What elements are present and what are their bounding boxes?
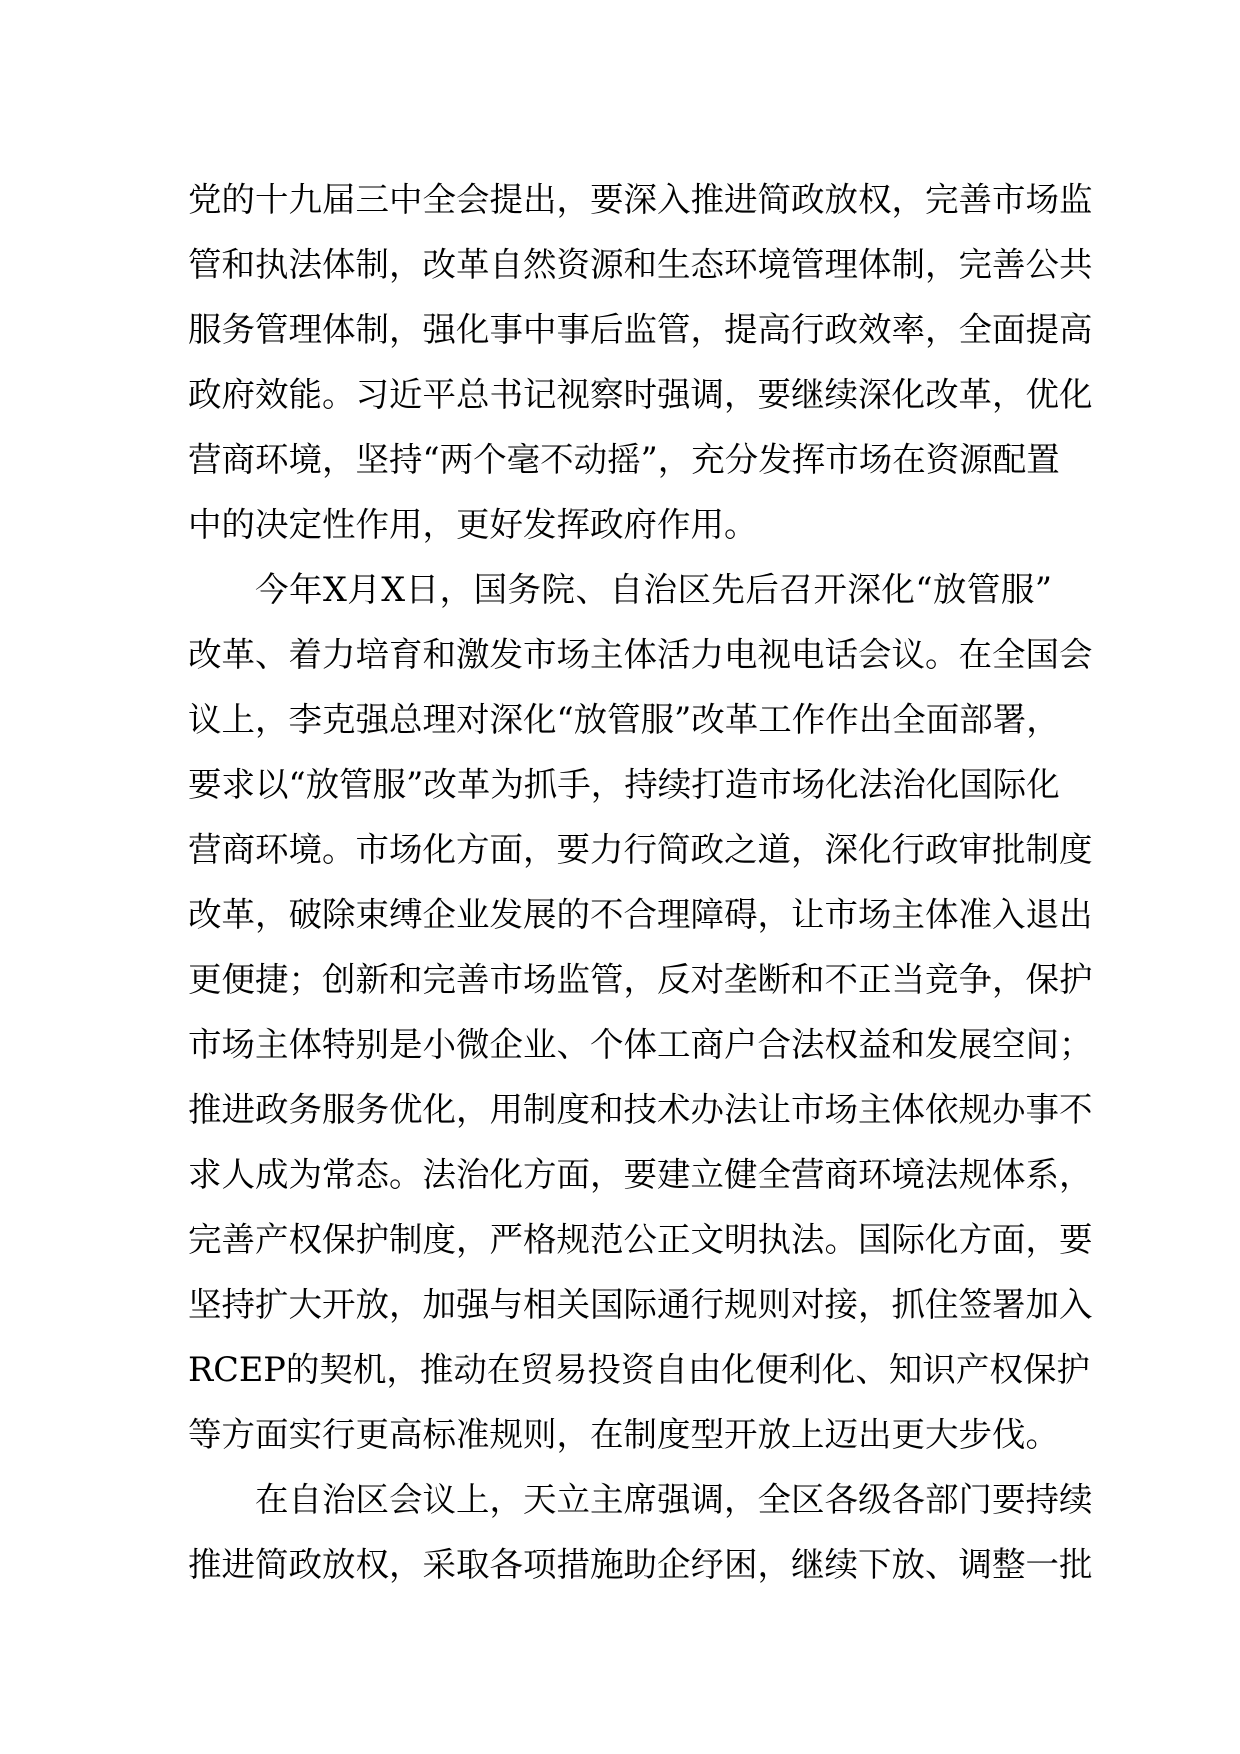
- text-line: 推进政务服务优化，用制度和技术办法让市场主体依规办事不: [188, 1090, 1093, 1129]
- document-body: [188, 167, 1093, 1597]
- text-line: 营商环境。市场化方面，要力行简政之道，深化行政审批制度: [188, 830, 1093, 869]
- text-line: 营商环境，坚持“两个毫不动摇”，充分发挥市场在资源配置: [188, 440, 1060, 479]
- text-line: 改革、着力培育和激发市场主体活力电视电话会议。在全国会: [188, 635, 1093, 674]
- text-line: 在自治区会议上，天立主席强调，全区各级各部门要持续: [255, 1480, 1093, 1519]
- text-line: 求人成为常态。法治化方面，要建立健全营商环境法规体系，: [188, 1155, 1093, 1194]
- text-line: 坚持扩大开放，加强与相关国际通行规则对接，抓住签署加入: [188, 1285, 1093, 1324]
- text-line: RCEP的契机，推动在贸易投资自由化便利化、知识产权保护: [188, 1350, 1090, 1389]
- text-line: 服务管理体制，强化事中事后监管，提高行政效率，全面提高: [188, 310, 1093, 349]
- text-line: 改革，破除束缚企业发展的不合理障碍，让市场主体准入退出: [188, 895, 1093, 934]
- text-line: 等方面实行更高标准规则，在制度型开放上迈出更大步伐。: [188, 1415, 1059, 1454]
- text-line: 中的决定性作用，更好发挥政府作用。: [188, 505, 758, 544]
- text-line: 推进简政放权，采取各项措施助企纾困，继续下放、调整一批: [188, 1545, 1093, 1584]
- text-line: 党的十九届三中全会提出，要深入推进简政放权，完善市场监: [188, 180, 1093, 219]
- text-line: 更便捷；创新和完善市场监管，反对垄断和不正当竞争，保护: [188, 960, 1093, 999]
- text-line: 要求以“放管服”改革为抓手，持续打造市场化法治化国际化: [188, 765, 1060, 804]
- text-line: 市场主体特别是小微企业、个体工商户合法权益和发展空间；: [188, 1025, 1093, 1064]
- text-line: 议上，李克强总理对深化“放管服”改革工作作出全面部署，: [188, 700, 1060, 739]
- text-line: 今年X月X日，国务院、自治区先后召开深化“放管服”: [255, 570, 1052, 609]
- text-line: 完善产权保护制度，严格规范公正文明执法。国际化方面，要: [188, 1220, 1093, 1259]
- text-line: 政府效能。习近平总书记视察时强调，要继续深化改革，优化: [188, 375, 1093, 414]
- text-line: 管和执法体制，改革自然资源和生态环境管理体制，完善公共: [188, 245, 1093, 284]
